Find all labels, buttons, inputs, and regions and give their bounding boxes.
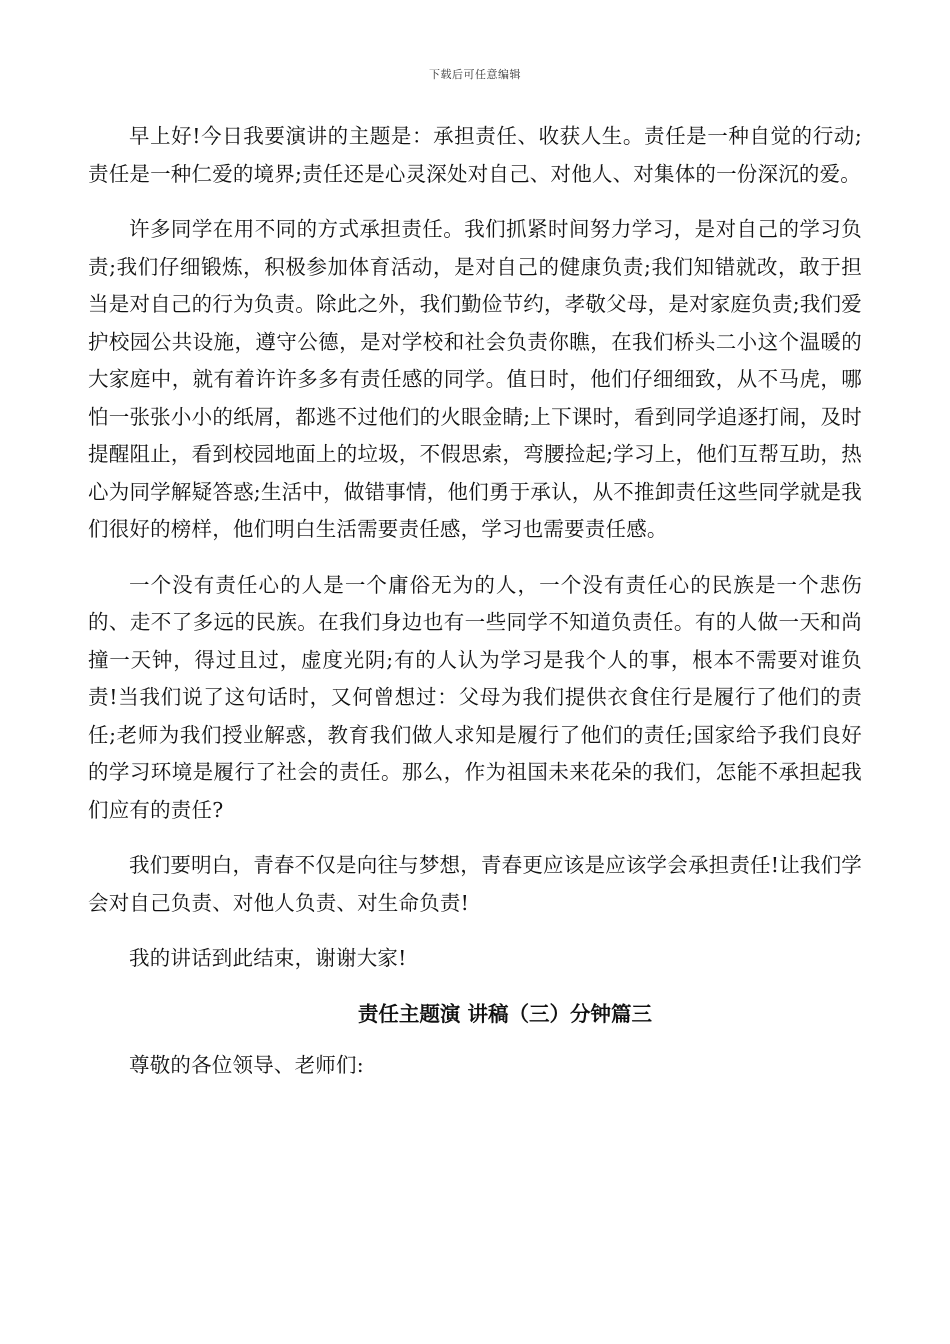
section-title: 责任主题演 讲稿（三）分钟篇三 bbox=[357, 1001, 653, 1026]
paragraph-opening: 早上好!今日我要演讲的主题是：承担责任、收获人生。责任是一种自觉的行动;责任是一种仁爱的境界;责任还是心灵深处对自己、对他人、对集体的一份深沉的爱。 bbox=[88, 124, 862, 186]
document-body bbox=[88, 118, 862, 1103]
salutation: 尊敬的各位领导、老师们: bbox=[129, 1053, 364, 1077]
paragraph-irresponsibility: 一个没有责任心的人是一个庸俗无为的人，一个没有责任心的民族是一个悲伤的、走不了多远的民族。在我们身边也有一些同学不知道负责任。有的人做一天和尚撞一天钟，得过且过，虚度光阴;有的人认为学习是我个人的事，根本不需要对谁负责!当我们说了这句话时，又何曾想过：父母为我们提供衣食住行是履行了他们的责任;老师为我们授业解惑，教育我们做人求知是履行了他们的责任;国家给予我们良好的学习环境是履行了社会的责任。那么，作为祖国未来花朵的我们，怎能不承担起我们应有的责任? bbox=[88, 572, 862, 822]
paragraph-examples: 许多同学在用不同的方式承担责任。我们抓紧时间努力学习，是对自己的学习负责;我们仔细锻炼，积极参加体育活动，是对自己的健康负责;我们知错就改，敢于担当是对自己的行为负责。除此之外，我们勤俭节约，孝敬父母，是对家庭负责;我们爱护校园公共设施，遵守公德，是对学校和社会负责你瞧，在我们桥头二小这个温暖的大家庭中，就有着许许多多有责任感的同学。值日时，他们仔细细致，从不马虎，哪怕一张张小小的纸屑，都逃不过他们的火眼金睛;上下课时，看到同学追逐打闹，及时提醒阻止，看到校园地面上的垃圾，不假思索，弯腰捡起;学习上，他们互帮互助，热心为同学解疑答惑;生活中，做错事情，他们勇于承认，从不推卸责任这些同学就是我们很好的榜样，他们明白生活需要责任感，学习也需要责任感。 bbox=[88, 217, 862, 541]
page-header: 下载后可任意编辑 bbox=[429, 68, 521, 81]
paragraph-youth: 我们要明白，青春不仅是向往与梦想，青春更应该是应该学会承担责任!让我们学会对自己负责、对他人负责、对生命负责! bbox=[88, 853, 862, 915]
paragraph-closing: 我的讲话到此结束，谢谢大家! bbox=[129, 946, 407, 970]
